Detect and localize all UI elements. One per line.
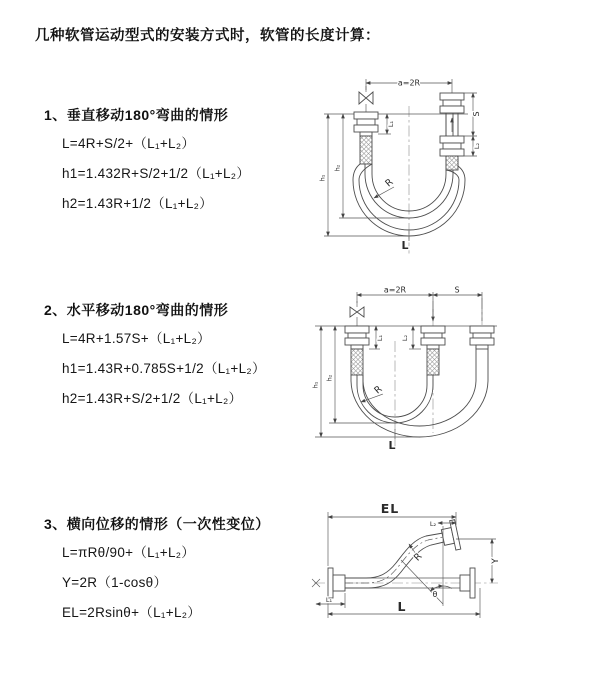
dim-label-l1: L₁ [376,334,384,342]
dim-label-s: S [472,111,481,117]
braided-hose-right [446,156,458,170]
radius-label: R [412,551,425,564]
flange-fitting-right-lower [440,136,464,156]
angle-label: θ [432,590,438,599]
flange-fitting-right [470,326,494,349]
hose-curve [345,533,444,588]
dim-label-l1: L₁ [325,596,333,604]
dim-label-h2: h₂ [333,164,342,172]
section-2-formulas [62,324,314,414]
diagram-vertical-180 [310,68,590,263]
dim-label-y: Y [491,558,501,564]
dim-label-h1: h₁ [318,174,327,182]
flange-fitting-left [328,568,345,598]
section-2-heading: 2、水平移动180°弯曲的情形 [44,302,229,318]
section-horizontal-180 [44,300,314,414]
dim-label-a2r: a=2R [383,285,407,295]
dim-label-a2r: a=2R [397,78,421,88]
length-label: L [397,599,407,614]
dim-label-el: EL [380,501,400,516]
flange-fitting-left [345,326,369,349]
formula-line: L=4R+S/2+（L₁+L₂） [62,136,196,151]
section-3-heading: 3、横向位移的情形（一次性变位） [44,516,270,532]
dim-label-l2: L₂ [401,334,409,342]
hose-curve [351,347,488,437]
radius-label: R [372,383,385,397]
radius-label: R [383,176,396,190]
braided-hose-middle [427,349,439,375]
length-label: L [388,439,396,452]
formula-line: h2=1.43R+1/2（L₁+L₂） [62,196,213,211]
braided-hose-left [351,349,363,375]
formula-line: L=4R+1.57S+（L₁+L₂） [62,331,211,346]
valve-icon [350,301,364,326]
formula-line: h1=1.43R+0.785S+1/2（L₁+L₂） [62,361,266,376]
flange-fitting-right-upper [440,93,464,113]
formula-line: h2=1.43R+S/2+1/2（L₁+L₂） [62,391,243,406]
formula-line: L=πRθ/90+（L₁+L₂） [62,545,196,560]
diagram-horizontal-180 [295,283,595,453]
dim-label-h1: h₁ [311,381,320,389]
flange-fitting-left [354,112,378,136]
formula-line: Y=2R（1-cosθ） [62,575,168,590]
section-1-formulas [62,129,314,219]
section-3-formulas [62,538,314,628]
flange-fitting-middle [421,326,445,349]
braided-hose-left [360,136,372,164]
dim-label-l1: L₁ [387,120,395,128]
dim-label-l2: L₂ [473,142,481,150]
page-title: 几种软管运动型式的安装方式时，软管的长度计算： [35,28,380,44]
length-label: L [401,239,409,252]
diagram-lateral-displacement [298,496,598,651]
formula-line: EL=2Rsinθ+（L₁+L₂） [62,605,202,620]
dim-label-h2: h₂ [325,374,334,382]
dim-label-l2: L₂ [429,520,437,528]
section-lateral-displacement [44,514,314,628]
section-vertical-180 [44,105,314,219]
dim-label-s: S [454,285,460,295]
section-1-heading: 1、垂直移动180°弯曲的情形 [44,107,229,123]
formula-line: h1=1.432R+S/2+1/2（L₁+L₂） [62,166,251,181]
